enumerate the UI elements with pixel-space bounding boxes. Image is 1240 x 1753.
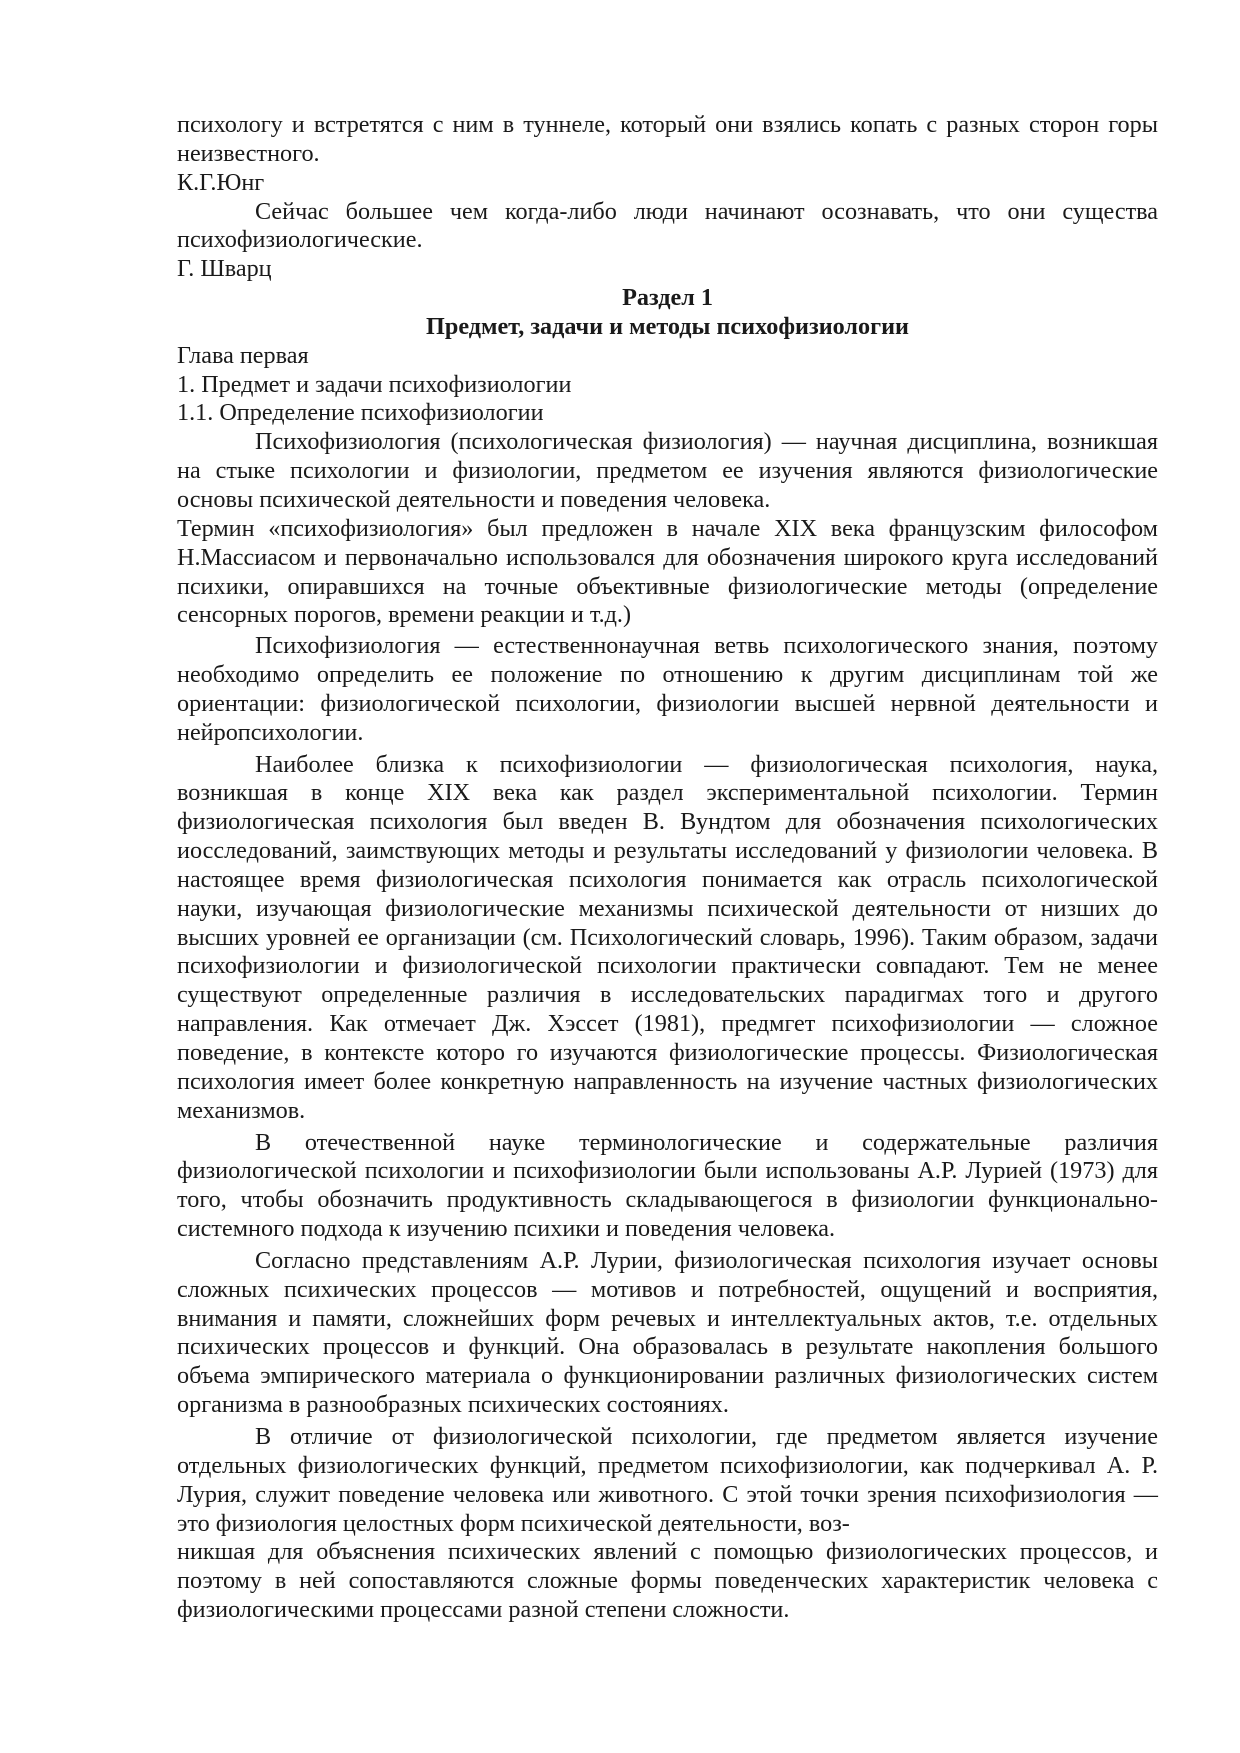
paragraph-luria-views: Согласно представлениям А.Р. Лурии, физиологическая психология изучает основы сложных психических процессов — мотивов и потребностей, ощущений и восприятия, внимания и памяти, сложнейших форм речевых и интеллектуальных актов, т.е. отдельных психических процессов и функций. Она образовалась в результате накопления большого объема эмпирического материала о функционировании различных физиологических систем организма в разнообразных психических состояниях. [177, 1246, 1158, 1419]
heading-1-1: 1.1. Определение психофизиологии [177, 399, 544, 427]
paragraph-term-history: Термин «психофизиология» был предложен в начале XIX века французским философом Н.Массиасом и первоначально использовался для обозначения широкого круга исследований психики, опиравшихся на точные объективные физиологические методы (определение сенсорных порогов, времени реакции и т.д.) [177, 514, 1158, 629]
paragraph-difference-part-2: никшая для объяснения психических явлений с помощью физиологических процессов, и поэтому в ней сопоставляются сложные формы поведенческих характеристик человека с физиологическими процессами разной степени сложности. [177, 1538, 1158, 1624]
section-title: Предмет, задачи и методы психофизиологии [426, 312, 909, 340]
epigraph-quote-1-tail: психологу и встретятся с ним в туннеле, который они взялись копать с разных сторон горы неизвестного. [177, 111, 1158, 167]
heading-1: 1. Предмет и задачи психофизиологии [177, 370, 572, 398]
epigraph-author-1: К.Г.Юнг [177, 168, 265, 196]
document-page [177, 111, 1158, 1625]
chapter-heading: Глава первая [177, 341, 309, 369]
paragraph-difference-part-1: В отличие от физиологической психологии, где предметом является изучение отдельных физиологических функций, предметом психофизиологии, как подчеркивал А. Р. Лурия, служит поведение человека или животного. С этой точки зрения психофизиология — это физиология целостных форм психической деятельности, воз- [177, 1422, 1158, 1537]
paragraph-natural-science: Психофизиология — естественнонаучная ветвь психологического знания, поэтому необходимо определить ее положение по отношению к другим дисциплинам той же ориентации: физиологической психологии, физиологии высшей нервной деятельности и нейропсихологии. [177, 632, 1158, 746]
epigraph-author-2: Г. Шварц [177, 255, 272, 283]
paragraph-definition: Психофизиология (психологическая физиология) — научная дисциплина, возникшая на стыке психологии и физиологии, предметом ее изучения являются физиологические основы психической деятельности и поведения человека. [177, 428, 1158, 513]
section-number: Раздел 1 [622, 284, 713, 312]
epigraph-quote-2: Сейчас большее чем когда-либо люди начинают осознавать, что они существа психофизиологические. [177, 197, 1158, 254]
paragraph-luria-distinction: В отечественной науке терминологические и содержательные различия физиологической психологии и психофизиологии были использованы А.Р. Лурией (1973) для того, чтобы обозначить продуктивность складывающегося в физиологии функционально-системного подхода к изучению психики и поведения человека. [177, 1128, 1158, 1243]
paragraph-physiological-psychology: Наиболее близка к психофизиологии — физиологическая психология, наука, возникшая в конце XIX века как раздел экспериментальной психологии. Термин физиологическая психология был введен В. Вундтом для обозначения психологических иосследований, заимствующих методы и результаты исследований у физиологии человека. В настоящее время физиологическая психология понимается как отрасль психологической науки, изучающая физиологические механизмы психической деятельности от низших до высших уровней ее организации (см. Психологический словарь, 1996). Таким образом, задачи психофизиологии и физиологической психологии практически совпадают. Тем не менее существуют определенные различия в исследовательских парадигмах того и другого направления. Как отмечает Дж. Хэссет (1981), предмгет психофизиологии — сложное поведение, в контексте которо го изучаются физиологические процессы. Физиологическая психология имеет более конкретную направленность на изучение частных физиологических механизмов. [177, 750, 1158, 1124]
